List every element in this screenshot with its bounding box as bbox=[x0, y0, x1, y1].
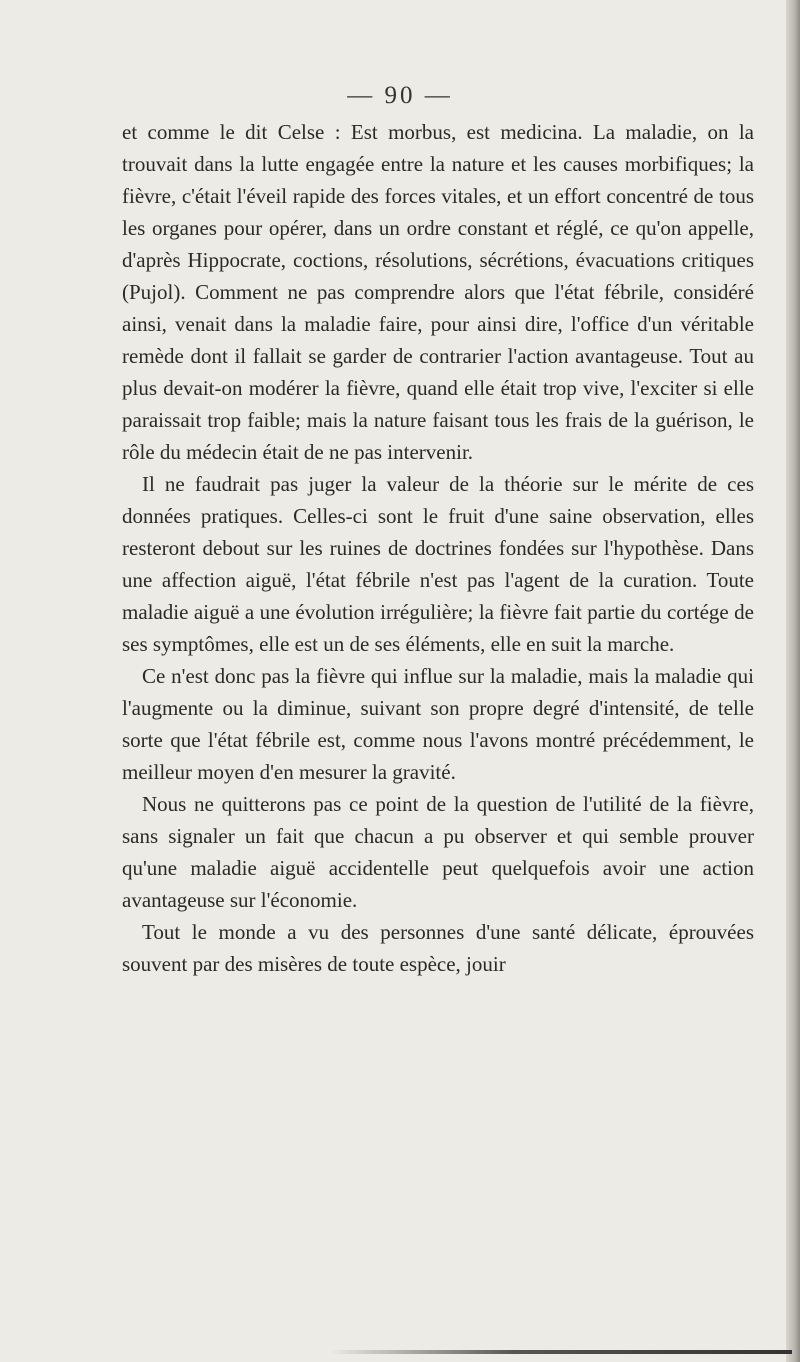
paragraph-5: Tout le monde a vu des personnes d'une santé délicate, éprouvées souvent par des misères de toute espèce, jouir bbox=[122, 920, 754, 976]
page-number: — 90 — bbox=[347, 82, 453, 109]
paragraph-1: et comme le dit Celse : Est morbus, est medicina. La maladie, on la trouvait dans la lutte engagée entre la nature et les causes morbifiques; la fièvre, c'était l'éveil rapide des forces vitales, et un effort concentré de tous les organes pour opérer, dans un ordre constant et réglé, ce qu'on appelle, d'après Hippocrate, coctions, résolutions, sécrétions, évacuations critiques (Pujol). Comment ne pas comprendre alors que l'état fébrile, considéré ainsi, venait dans la maladie faire, pour ainsi dire, l'office d'un véritable remède dont il fallait se garder de contrarier l'action avantageuse. Tout au plus devait-on modérer la fièvre, quand elle était trop vive, l'exciter si elle paraissait trop faible; mais la nature faisant tous les frais de la guérison, le rôle du médecin était de ne pas intervenir. bbox=[122, 120, 754, 464]
body-text bbox=[122, 116, 754, 980]
bottom-edge-line bbox=[330, 1350, 792, 1354]
paragraph-4: Nous ne quitterons pas ce point de la question de l'utilité de la fièvre, sans signaler un fait que chacun a pu observer et qui semble prouver qu'une maladie aiguë accidentelle peut quelquefois avoir une action avantageuse sur l'économie. bbox=[122, 792, 754, 912]
paragraph-2: Il ne faudrait pas juger la valeur de la théorie sur le mérite de ces données pratiques. Celles-ci sont le fruit d'une saine observation, elles resteront debout sur les ruines de doctrines fondées sur l'hypothèse. Dans une affection aiguë, l'état fébrile n'est pas l'agent de la curation. Toute maladie aiguë a une évolution irrégulière; la fièvre fait partie du cortége de ses symptômes, elle est un de ses éléments, elle en suit la marche. bbox=[122, 472, 754, 656]
page-edge-shadow bbox=[786, 0, 800, 1362]
paragraph-3: Ce n'est donc pas la fièvre qui influe sur la maladie, mais la maladie qui l'augmente ou la diminue, suivant son propre degré d'intensité, de telle sorte que l'état fébrile est, comme nous l'avons montré précédemment, le meilleur moyen d'en mesurer la gravité. bbox=[122, 664, 754, 784]
